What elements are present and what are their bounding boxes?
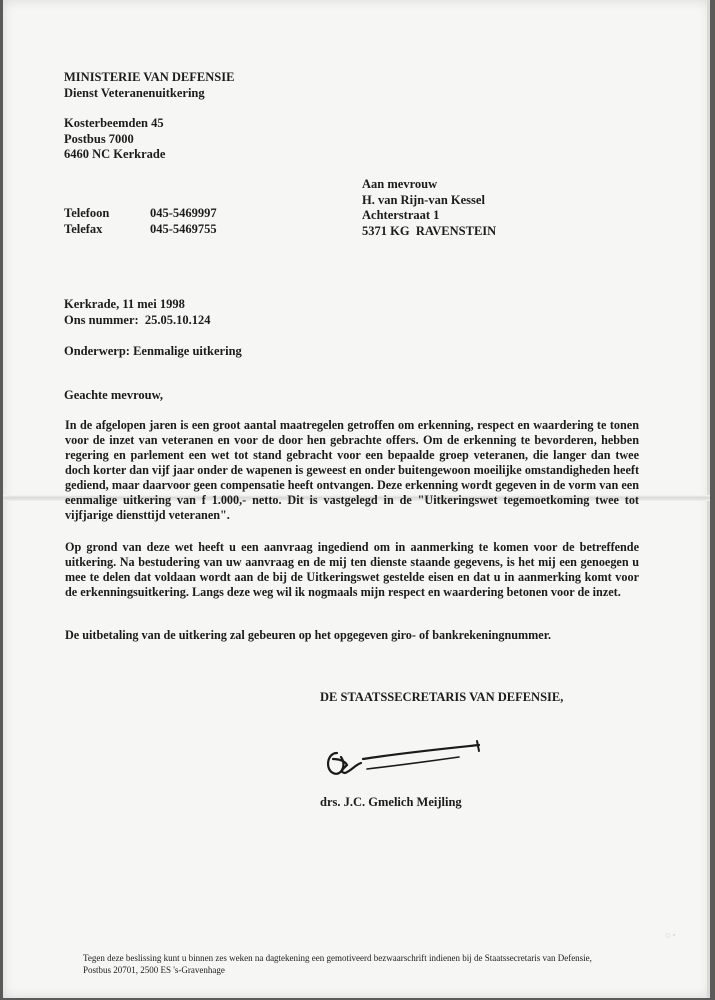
sender-pobox: Postbus 7000 [64, 131, 134, 146]
reference-number: Ons nummer: 25.05.10.124 [64, 312, 211, 327]
recipient-salutation: Aan mevrouw [362, 177, 438, 191]
recipient-address [362, 177, 496, 239]
sender-org: MINISTERIE VAN DEFENSIE [64, 70, 235, 84]
footer-line-1: Tegen deze beslissing kunt u binnen zes weken na dagtekening een gemotiveerd bezwaarschrift indienen bij de Staatssecretaris van Defensie, [83, 953, 592, 963]
paragraph-1 [65, 418, 639, 523]
fax-number: 045-5469755 [150, 221, 217, 236]
sender-dept: Dienst Veteranenuitkering [64, 85, 205, 100]
recipient-street: Achterstraat 1 [362, 208, 440, 222]
paragraph-2 [65, 540, 639, 600]
place-date: Kerkrade, 11 mei 1998 [64, 297, 185, 311]
fax-label: Telefax [64, 221, 103, 236]
letter-page [3, 0, 710, 998]
corner-mark: ◌ · [665, 930, 676, 940]
handwritten-signature [321, 735, 491, 785]
footer-line-2: Postbus 20701, 2500 ES 's-Gravenhage [83, 965, 225, 975]
paragraph-2-text: Op grond van deze wet heeft u een aanvraag ingediend om in aanmerking te komen voor de betreffende uitkering. Na bestudering van uw aanvraag en de mij ten dienste staande gegevens, is het mij een genoegen u mee te delen dat voldaan wordt aan de bij de Uitkeringswet gestelde eisen en dat u in aanmerking komt voor de erkenningsuitkering. Langs deze weg wil ik nogmaals mijn respect en waardering betonen voor de inzet. [65, 540, 639, 599]
sender-city: 6460 NC Kerkrade [64, 147, 166, 161]
phone-number: 045-5469997 [150, 206, 217, 220]
letter-meta [64, 297, 211, 328]
contact-values [150, 206, 217, 237]
sender-address [64, 116, 165, 163]
contact-labels [64, 206, 109, 237]
subject-line: Onderwerp: Eenmalige uitkering [64, 344, 242, 358]
sender-block [64, 70, 234, 101]
footer-notice [83, 952, 643, 976]
paragraph-3-text: De uitbetaling van de uitkering zal gebeuren op het opgegeven giro- of bankrekeningnummer. [65, 628, 552, 642]
paragraph-1-text: In de afgelopen jaren is een groot aantal maatregelen getroffen om erkenning, respect en waardering te tonen voor de inzet van veteranen en voor de door hen gebrachte offers. Om de erkenning te bevorderen, hebben regering en parlement een wet tot stand gebracht voor een bepaalde groep veteranen, die langer dan twee doch korter dan vijf jaar onder de wapenen is geweest en onder buitengewoon moeilijke omstandigheden heeft gediend, maar daarvoor geen compensatie heeft ontvangen. Deze erkenning wordt gegeven in de vorm van een eenmalige uitkering van f 1.000,- netto. Dit is vastgelegd in de "Uitkeringswet tegemoetkoming twee tot vijfjarige diensttijd veteranen". [65, 418, 639, 522]
sender-street: Kosterbeemden 45 [64, 116, 164, 130]
phone-label: Telefoon [64, 206, 110, 220]
closing-title: DE STAATSSECRETARIS VAN DEFENSIE, [320, 690, 564, 704]
recipient-city: 5371 KG RAVENSTEIN [362, 223, 497, 238]
signatory-name: drs. J.C. Gmelich Meijling [320, 795, 462, 809]
paragraph-3 [65, 628, 639, 643]
recipient-name: H. van Rijn-van Kessel [362, 192, 485, 207]
greeting: Geachte mevrouw, [64, 388, 164, 402]
